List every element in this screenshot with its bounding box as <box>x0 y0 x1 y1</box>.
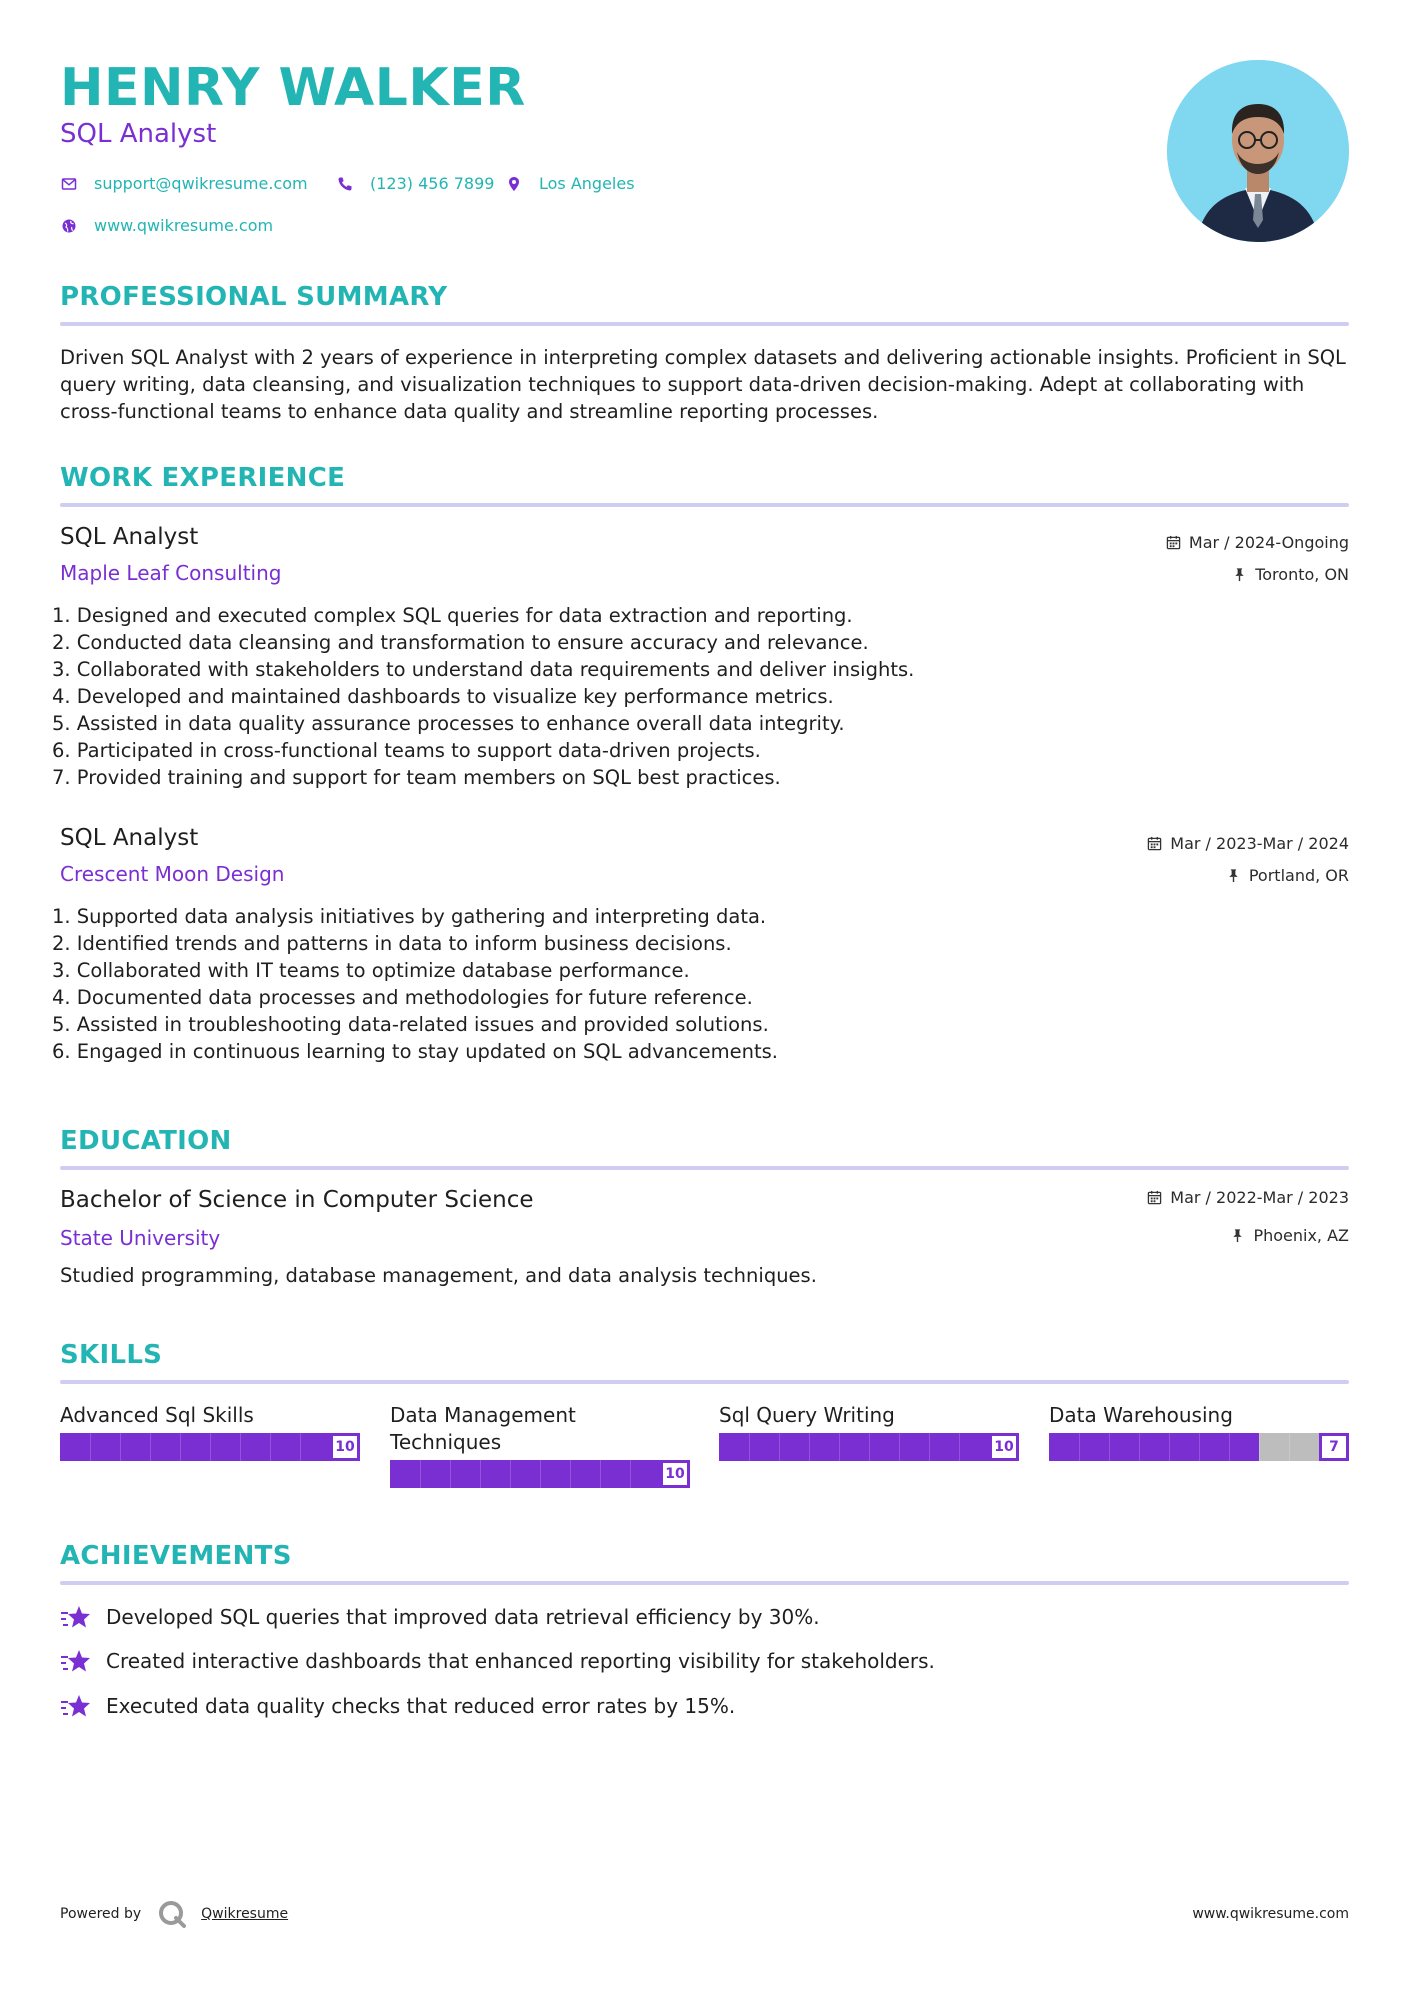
skill-name: Sql Query Writing <box>719 1403 895 1427</box>
section-divider <box>60 1380 1349 1384</box>
skill-bar-segment <box>300 1433 301 1461</box>
skill-bar-segment <box>749 1433 750 1461</box>
skill-bar-segment <box>1229 1433 1230 1461</box>
job-title: SQL Analyst <box>60 825 199 851</box>
pushpin-icon <box>1226 868 1241 883</box>
section-title-skills: SKILLS <box>60 1340 163 1370</box>
map-pin-icon <box>505 175 523 193</box>
skill-bar-segment <box>929 1433 930 1461</box>
list-item: 3. Collaborated with stakeholders to understand data requirements and deliver insights. <box>52 658 915 681</box>
contact-phone[interactable] <box>336 174 494 193</box>
skill-level: 7 <box>1319 1433 1349 1461</box>
skill-item <box>719 1402 1019 1461</box>
skill-item <box>1049 1402 1349 1461</box>
school-name: State University <box>60 1226 221 1250</box>
calendar-icon <box>1147 836 1162 851</box>
education-location-text: Phoenix, AZ <box>1253 1226 1349 1245</box>
job-company: Crescent Moon Design <box>60 862 285 886</box>
profile-photo <box>1167 60 1349 242</box>
skill-bar-segment <box>1259 1433 1260 1461</box>
skill-name: Data Management Techniques <box>390 1403 576 1454</box>
achievement-item <box>60 1648 935 1674</box>
footer-powered-by <box>60 1899 288 1929</box>
achievement-text: Executed data quality checks that reduced error rates by 15%. <box>106 1694 736 1718</box>
section-divider <box>60 322 1349 326</box>
section-divider <box>60 1166 1349 1170</box>
phone-icon <box>336 175 354 193</box>
list-item: 6. Participated in cross-functional teams to support data-driven projects. <box>52 739 761 762</box>
skill-level: 10 <box>660 1460 690 1488</box>
skill-bar-segment <box>959 1433 960 1461</box>
globe-icon <box>60 217 78 235</box>
skill-bar-segment <box>1199 1433 1200 1461</box>
list-item: 2. Conducted data cleansing and transformation to ensure accuracy and relevance. <box>52 631 869 654</box>
envelope-icon <box>60 175 78 193</box>
job-dates <box>1166 533 1349 552</box>
education-description: Studied programming, database management, and data analysis techniques. <box>60 1264 817 1287</box>
calendar-icon <box>1147 1190 1162 1205</box>
skill-bar-segment <box>210 1433 211 1461</box>
skill-bar-fill <box>1049 1433 1259 1461</box>
skill-bar-segment <box>180 1433 181 1461</box>
skill-bar-segment <box>480 1460 481 1488</box>
education-dates-text: Mar / 2022-Mar / 2023 <box>1170 1188 1349 1207</box>
list-item: 5. Assisted in data quality assurance processes to enhance overall data integrity. <box>52 712 845 735</box>
skill-name: Advanced Sql Skills <box>60 1403 254 1427</box>
star-icon <box>60 1604 92 1630</box>
calendar-icon <box>1166 535 1181 550</box>
skill-level: 10 <box>330 1433 360 1461</box>
skill-bar-segment <box>1079 1433 1080 1461</box>
list-item: 2. Identified trends and patterns in data to inform business decisions. <box>52 932 732 955</box>
skill-bar-segment <box>570 1460 571 1488</box>
list-item: 1. Designed and executed complex SQL queries for data extraction and reporting. <box>52 604 853 627</box>
skill-bar-segment <box>150 1433 151 1461</box>
candidate-role: SQL Analyst <box>60 119 217 149</box>
skill-bar-segment <box>420 1460 421 1488</box>
section-divider <box>60 503 1349 507</box>
section-title-summary: PROFESSIONAL SUMMARY <box>60 282 448 312</box>
skill-bar-segment <box>839 1433 840 1461</box>
section-title-achievements: ACHIEVEMENTS <box>60 1541 292 1571</box>
skill-bar <box>1049 1433 1349 1461</box>
contact-website[interactable] <box>60 216 273 235</box>
section-title-education: EDUCATION <box>60 1126 232 1156</box>
skill-bar-segment <box>540 1460 541 1488</box>
footer-url[interactable]: www.qwikresume.com <box>1192 1906 1349 1922</box>
list-item: 6. Engaged in continuous learning to stay updated on SQL advancements. <box>52 1040 779 1063</box>
skill-bar-segment <box>90 1433 91 1461</box>
list-item: 4. Developed and maintained dashboards to visualize key performance metrics. <box>52 685 834 708</box>
skill-bar-segment <box>1109 1433 1110 1461</box>
candidate-name: HENRY WALKER <box>60 58 526 118</box>
list-item: 7. Provided training and support for team members on SQL best practices. <box>52 766 781 789</box>
website-text: www.qwikresume.com <box>94 216 274 235</box>
skill-bar-segment <box>120 1433 121 1461</box>
skill-bar-segment <box>1139 1433 1140 1461</box>
job-title: SQL Analyst <box>60 524 199 550</box>
skill-bar-segment <box>899 1433 900 1461</box>
contact-email[interactable] <box>60 174 308 193</box>
skill-level: 10 <box>989 1433 1019 1461</box>
skill-bar-segment <box>630 1460 631 1488</box>
achievement-text: Developed SQL queries that improved data retrieval efficiency by 30%. <box>106 1605 820 1629</box>
skill-bar-segment <box>779 1433 780 1461</box>
skill-bar-segment <box>809 1433 810 1461</box>
list-item: 5. Assisted in troubleshooting data-related issues and provided solutions. <box>52 1013 769 1036</box>
skill-name: Data Warehousing <box>1049 1403 1233 1427</box>
star-icon <box>60 1693 92 1719</box>
qwikresume-logo-icon <box>157 1899 187 1929</box>
achievement-item <box>60 1693 735 1719</box>
skill-bar-segment <box>600 1460 601 1488</box>
brand-link[interactable]: Qwikresume <box>201 1906 289 1922</box>
email-text: support@qwikresume.com <box>94 174 308 193</box>
education-dates <box>1147 1188 1349 1207</box>
skill-bar <box>719 1433 1019 1461</box>
job-dates-text: Mar / 2024-Ongoing <box>1188 533 1349 552</box>
contact-location <box>505 174 635 193</box>
job-location-text: Portland, OR <box>1248 866 1349 885</box>
job-location-text: Toronto, ON <box>1255 565 1349 584</box>
pushpin-icon <box>1230 1228 1245 1243</box>
job-dates-text: Mar / 2023-Mar / 2024 <box>1170 834 1349 853</box>
job-bullets <box>52 602 1342 791</box>
phone-text: (123) 456 7899 <box>370 174 495 193</box>
pushpin-icon <box>1232 567 1247 582</box>
achievement-item <box>60 1604 820 1630</box>
skill-bar-segment <box>510 1460 511 1488</box>
skill-bar-segment <box>240 1433 241 1461</box>
location-text: Los Angeles <box>539 174 635 193</box>
skill-bar <box>390 1460 690 1488</box>
job-dates <box>1147 834 1349 853</box>
section-title-experience: WORK EXPERIENCE <box>60 463 346 493</box>
list-item: 4. Documented data processes and methodologies for future reference. <box>52 986 753 1009</box>
job-location <box>1232 565 1349 584</box>
star-icon <box>60 1648 92 1674</box>
list-item: 1. Supported data analysis initiatives by gathering and interpreting data. <box>52 905 767 928</box>
job-location <box>1226 866 1349 885</box>
skill-bar-segment <box>1289 1433 1290 1461</box>
skill-bar-segment <box>869 1433 870 1461</box>
skill-bar-segment <box>1169 1433 1170 1461</box>
skill-bar-segment <box>270 1433 271 1461</box>
skill-item <box>390 1402 690 1488</box>
job-company: Maple Leaf Consulting <box>60 561 282 585</box>
skill-bar-segment <box>450 1460 451 1488</box>
summary-text: Driven SQL Analyst with 2 years of experience in interpreting complex datasets and delivering actionable insights. Proficient in SQL query writing, data cleansing, and visualization techniques to support data-driven decision-making. Adept at collaborating with cross-functional teams to enhance data quality and streamline reporting processes. <box>60 346 1346 423</box>
achievement-text: Created interactive dashboards that enhanced reporting visibility for stakeholders. <box>106 1649 935 1673</box>
education-location <box>1230 1226 1349 1245</box>
powered-by-text: Powered by <box>60 1906 142 1922</box>
section-divider <box>60 1581 1349 1585</box>
job-bullets <box>52 903 1342 1065</box>
skill-bar <box>60 1433 360 1461</box>
skill-item <box>60 1402 360 1461</box>
degree-title: Bachelor of Science in Computer Science <box>60 1187 534 1213</box>
list-item: 3. Collaborated with IT teams to optimize database performance. <box>52 959 690 982</box>
